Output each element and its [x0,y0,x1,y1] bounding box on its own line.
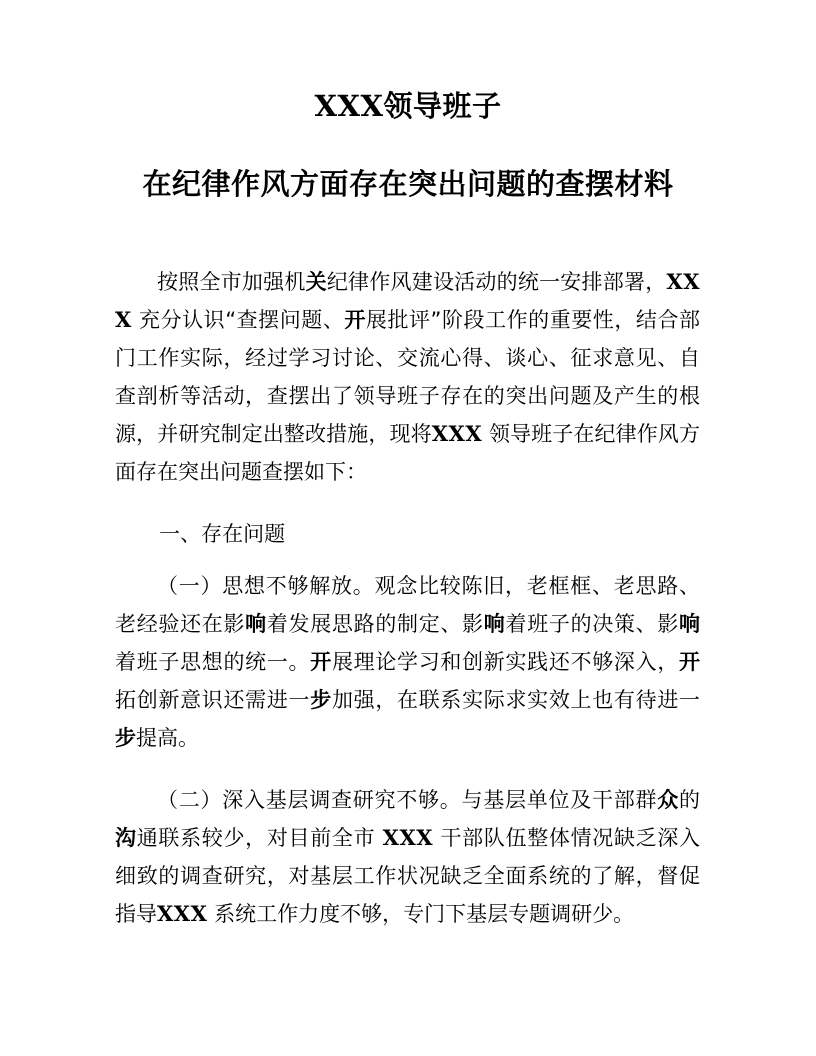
item-one-text-13: 加强，在联系实际求实效上也有待进一 [331,687,701,712]
paragraph-spacer [115,505,700,515]
item-one-text-8: 开 [310,649,332,674]
intro-placeholder-2: XXX [431,420,483,446]
paragraph-item-two [115,781,700,933]
item-two-text-4: 沟 [115,825,137,850]
paragraph-item-one [115,567,700,757]
intro-placeholder-1: XXX [115,268,701,332]
item-one-text-2: 响 [245,611,267,636]
item-one-text-12: 步 [310,687,332,712]
item-one-text-11: 拓创新意识还需进一 [115,687,311,712]
item-two-text-5: 通联系较少，对目前全市 [136,825,376,850]
item-one-text-3: 着发展思路的制定、影 [266,611,484,636]
document-title-block [0,0,816,203]
document-body [0,203,816,933]
item-two-text-1: （二）深入基层调查研究不够。与基层单位及干部群 [157,787,658,812]
item-two-text-9: 系统工作力度不够，专门下基层专题调研少。 [214,901,635,926]
intro-text-2: 关 [305,269,327,294]
item-one-text-15: 提高。 [136,725,199,750]
item-one-text-1: （一）思想不够解放。观念比较陈旧，老框框、老思路、老经验还在影 [115,573,700,636]
item-one-text-7: 着班子思想的统一。 [115,649,311,674]
intro-text-3: 纪律作风建设活动的统一安排部署， [326,269,667,294]
item-one-text-5: 着班子的决策、影 [505,611,680,636]
item-two-placeholder-1: XXX [382,824,434,850]
page-title-line-2: 在纪律作风方面存在突出问题的查摆材料 [142,167,674,202]
intro-text-7: 展批评”阶段工作的重要性，结合部门工作实际，经过学习讨论、交流心得、谈心、征求意见、自查剖析等活动，查摆出了领导班子存在的突出问题及产生的根源，并研究制定出整改措施，现将 [115,307,700,446]
item-two-text-3: 的 [679,787,700,812]
item-one-text-6: 响 [679,611,701,636]
intro-text-5: 充分认识“查摆问题、 [139,307,345,332]
section-heading-existing-problems: 一、存在问题 [159,521,286,546]
paragraph-spacer [115,771,700,781]
item-two-text-7: 干部队伍整体情况缺乏深入细致的调查研究，对基层工作状况缺乏全面系统的了解，督促指导 [115,825,701,926]
paragraph-intro [115,263,700,491]
item-one-text-14: 步 [115,725,136,750]
intro-text-1: 按照全市加强机 [157,269,306,294]
page-title-line-1: XXX领导班子 [314,89,502,123]
item-two-text-2: 众 [657,787,679,812]
item-one-text-10: 开 [679,649,701,674]
item-one-text-4: 响 [483,611,506,636]
intro-text-6: 开 [344,307,366,332]
item-one-text-9: 展理论学习和创新实践还不够深入， [331,649,680,674]
item-two-placeholder-2: XXX [157,900,208,926]
intro-text-9: 领导班子在纪律作风方面存在突出问题查摆如下： [115,421,701,484]
